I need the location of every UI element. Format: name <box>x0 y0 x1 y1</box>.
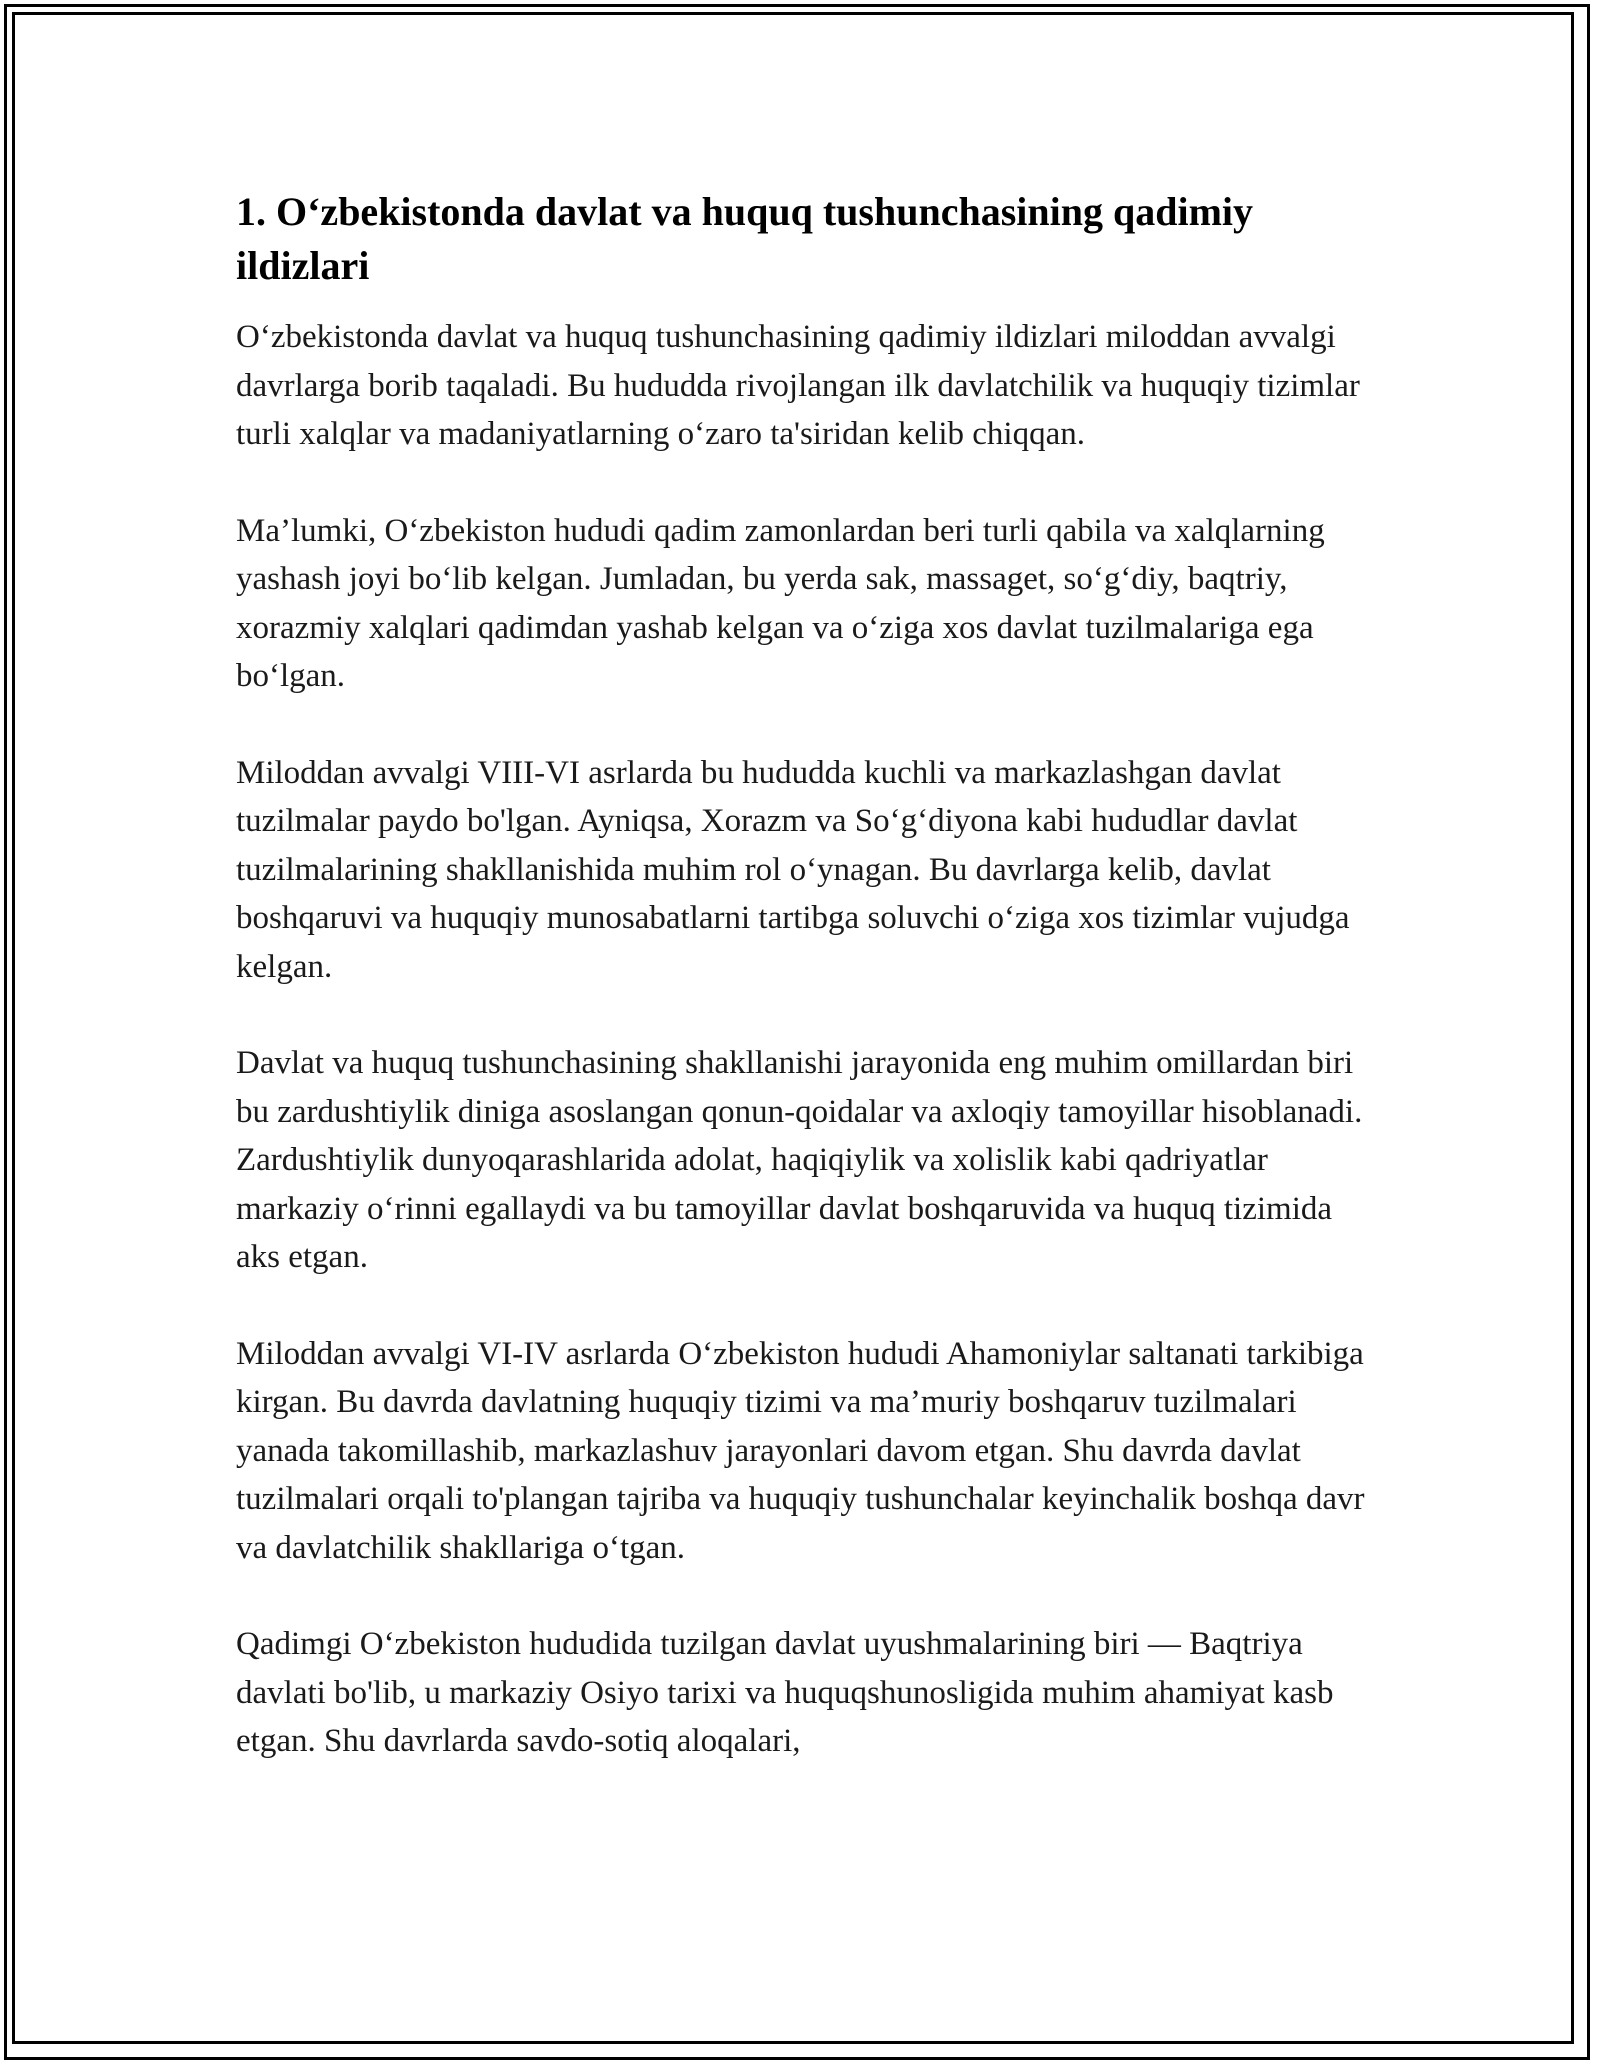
paragraph-6: Qadimgi O‘zbekiston hududida tuzilgan davlat uyushmalarining biri — Baqtriya davlati bo'lib, u markaziy Osiyo tarixi va huquqshunosligida muhim ahamiyat kasb etgan. Shu davrlarda savdo-sotiq aloqalari, <box>236 1626 1334 1759</box>
paragraph-3: Miloddan avvalgi VIII-VI asrlarda bu hududda kuchli va markazlashgan davlat tuzilmalar paydo bo'lgan. Ayniqsa, Xorazm va So‘g‘diyona kabi hududlar davlat tuzilmalarining shakllanishida muhim rol o‘ynagan. Bu davrlarga kelib, davlat boshqaruvi va huquqiy munosabatlarni tartibga soluvchi o‘ziga xos tizimlar vujudga kelgan. <box>236 754 1350 985</box>
paragraph-5: Miloddan avvalgi VI-IV asrlarda O‘zbekiston hududi Ahamoniylar saltanati tarkibiga kirgan. Bu davrda davlatning huquqiy tizimi va ma’muriy boshqaruv tuzilmalari yanada takomillashib, markazlashuv jarayonlari davom etgan. Shu davrda davlat tuzilmalari orqali to'plangan tajriba va huquqiy tushunchalar keyinchalik boshqa davr va davlatchilik shakllariga o‘tgan. <box>236 1335 1365 1566</box>
paragraph-4: Davlat va huquq tushunchasining shakllanishi jarayonida eng muhim omillardan biri bu zardushtiylik diniga asoslangan qonun-qoidalar va axloqiy tamoyillar hisoblanadi. Zardushtiylik dunyoqarashlarida adolat, haqiqiylik va xolislik kabi qadriyatlar markaziy o‘rinni egallaydi va bu tamoyillar davlat boshqaruvida va huquq tizimida aks etgan. <box>236 1045 1363 1275</box>
paragraph-1: O‘zbekistonda davlat va huquq tushunchasining qadimiy ildizlari miloddan avvalgi davrlarga borib taqaladi. Bu hududda rivojlangan ilk davlatchilik va huquqiy tizimlar turli xalqlar va madaniyatlarning o‘zaro ta'siridan kelib chiqqan. <box>236 319 1360 452</box>
document-body <box>236 185 1366 1814</box>
paragraph-2: Ma’lumki, O‘zbekiston hududi qadim zamonlardan beri turli qabila va xalqlarning yashash joyi bo‘lib kelgan. Jumladan, bu yerda sak, massaget, so‘g‘diy, baqtriy, xorazmiy xalqlari qadimdan yashab kelgan va o‘ziga xos davlat tuzilmalariga ega bo‘lgan. <box>236 512 1325 694</box>
section-heading: 1. O‘zbekistonda davlat va huquq tushunchasining qadimiy ildizlari <box>236 189 1254 288</box>
